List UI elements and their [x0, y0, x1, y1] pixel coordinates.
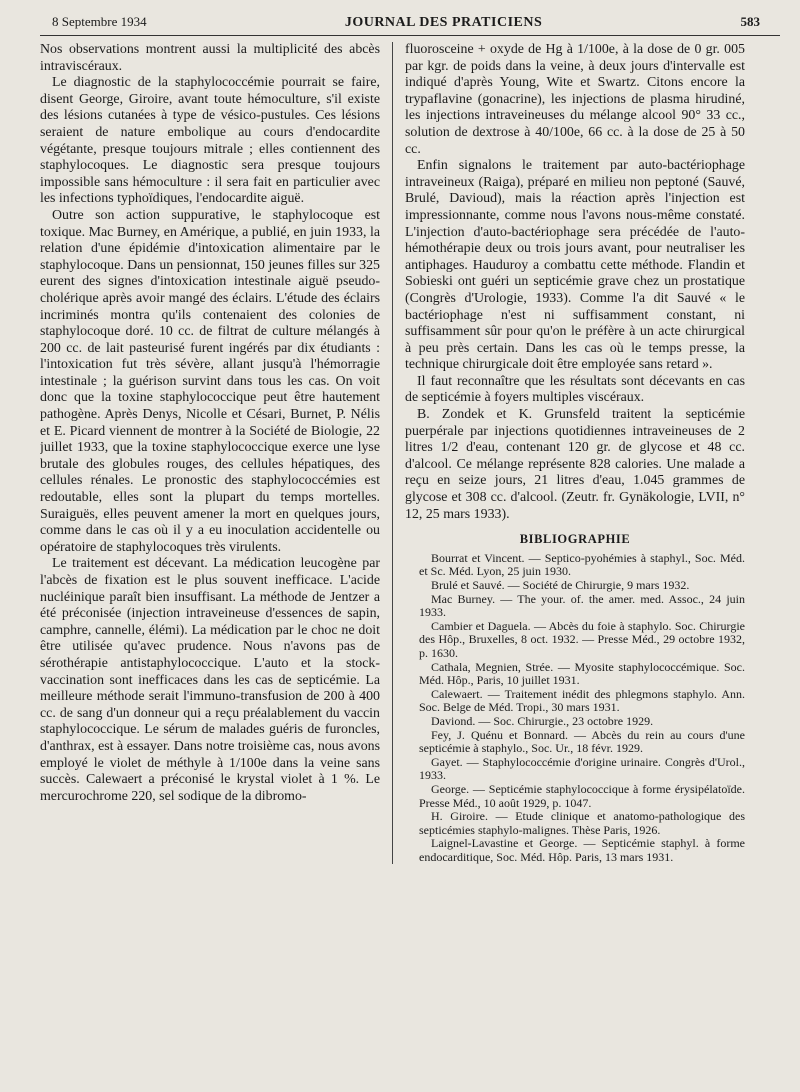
- column-divider: [392, 42, 393, 864]
- bibliography-entry: Cambier et Daguela. — Abcès du foie à staphylo. Soc. Chirurgie des Hôp., Bruxelles, 8 oct. 1932. — Presse Méd., 29 octobre 1932, p. 1630.: [419, 618, 745, 660]
- bibliography-entry: Fey, J. Quénu et Bonnard. — Abcès du rein au cours d'une septicémie à staphylo., Soc. Ur., 18 févr. 1929.: [419, 727, 745, 756]
- paragraph: Nos observations montrent aussi la multiplicité des abcès intraviscéraux.: [40, 42, 380, 74]
- left-column: [40, 42, 380, 864]
- bibliography-entry: Gayet. — Staphylococcémie d'origine urinaire. Congrès d'Urol., 1933.: [419, 754, 745, 783]
- bibliography-entry: Bourrat et Vincent. — Septico-pyohémies à staphyl., Soc. Méd. et Sc. Méd. Lyon, 25 juin 1930.: [419, 550, 745, 579]
- bibliography-entry: Cathala, Megnien, Strée. — Myosite staphylococcémique. Soc. Méd. Hôp., Paris, 10 juillet 1931.: [419, 659, 745, 688]
- paragraph: B. Zondek et K. Grunsfeld traitent la septicémie puerpérale par injections quotidiennes intraveineuses de 2 litres 1/2 d'eau, contenant 120 gr. de glycose et 48 cc. d'alcool. Ce mélange représente 828 calories. Une malade a reçu en seize jours, 21 litres d'eau, 1.045 grammes de glycose et 308 cc. d'alcool. (Zeutr. fr. Gynäkologie, LVII, n° 12, 25 mars 1933).: [405, 407, 745, 522]
- paragraph: Le diagnostic de la staphylococcémie pourrait se faire, disent George, Giroire, avant toute hémoculture, s'il existe des lésions cutanées à type de vésico-pustules. Ces lésions seraient de nature embolique au cours d'endocardite végétante, presque toujours mitrale ; elles contiennent des staphylocoques. Le diagnostic sera presque toujours impossible sans hémoculture : il sera fait en particulier avec les infections typhoïdiques, l'endocardite aiguë.: [40, 75, 380, 207]
- bibliography-entry: Laignel-Lavastine et George. — Septicémie staphyl. à forme endocarditique, Soc. Méd. Hôp. Paris, 13 mars 1931.: [419, 836, 745, 864]
- bibliography-entry: Calewaert. — Traitement inédit des phlegmons staphylo. Ann. Soc. Belge de Méd. Tropi., 30 mars 1931.: [419, 686, 745, 715]
- paragraph: Il faut reconnaître que les résultats sont décevants en cas de septicémie à foyers multiples viscéraux.: [405, 373, 745, 406]
- issue-date: 8 Septembre 1934: [52, 14, 147, 29]
- paragraph: Outre son action suppurative, le staphylocoque est toxique. Mac Burney, en Amérique, a publié, en juin 1933, la relation d'une épidémie d'intoxication alimentaire par le staphylocoque. Dans un pensionnat, 150 jeunes filles sur 325 eurent des signes d'intoxication intestinale aiguë pseudo-cholérique après avoir mangé des éclairs. L'étude des éclairs incriminés montra qu'ils contenaient des colonies de staphylocoque doré. 10 cc. de filtrat de culture mélangés à 200 cc. de lait pasteurisé furent ingérés par dix étudiants : l'intoxication fut très sévère, allant jusqu'à l'hémorragie intestinale ; la guérison survint dans tous les cas. On voit donc que la toxine staphylococcique peut être hautement pathogène. Après Denys, Nicolle et Césari, Burnet, P. Nélis et E. Picard viennent de montrer à la Société de Biologie, 22 juillet 1933, que la toxine staphylococcique exerce une lyse brutale des globules rouges, des cellules hépatiques, des cellules rénales. Le pronostic des staphylococcémies est redoutable, elles sont la plupart du temps mortelles. Suraiguës, elles peuvent amener la mort en quelques jours, comme dans le cas où il y a eu inoculation accidentelle ou opératoire de staphylocoques très virulents.: [40, 207, 380, 555]
- bibliography-entry: Daviond. — Soc. Chirurgie., 23 octobre 1929.: [431, 713, 654, 728]
- bibliography-entry: Brulé et Sauvé. — Société de Chirurgie, 9 mars 1932.: [431, 578, 690, 592]
- bibliography-entry: George. — Septicémie staphylococcique à forme érysipélatoïde. Presse Méd., 10 août 1929, p. 1047.: [419, 781, 745, 810]
- right-column: [405, 42, 745, 864]
- bibliography-entry: H. Giroire. — Etude clinique et anatomo-pathologique des septicémies staphylo-malignes. Thèse Paris, 1926.: [419, 809, 745, 837]
- bibliography-heading: BIBLIOGRAPHIE: [519, 532, 631, 547]
- journal-title: JOURNAL DES PRATICIENS: [344, 15, 543, 30]
- page-number: 583: [740, 14, 760, 29]
- two-column-body: [40, 42, 780, 864]
- paragraph: fluorosceine + oxyde de Hg à 1/100e, à la dose de 0 gr. 005 par kgr. de poids dans la veine, à deux jours d'intervalle est indiqué d'après Young, Wite et Swartz. Citons encore la trypaflavine (gonacrine), les injections de plasma hirudiné, les injections intraveineuses du mélange alcool 90° 33 cc., solution de dextrose à 40/100e, 66 cc. à la dose de 25 à 50 cc.: [405, 42, 745, 157]
- bibliography-entry: Mac Burney. — The your. of. the amer. med. Assoc., 24 juin 1933.: [419, 591, 745, 620]
- running-header: [40, 14, 780, 36]
- paragraph: Enfin signalons le traitement par auto-bactériophage intraveineux (Raiga), préparé en milieu non peptoné (Sauvé, Brulé, Davioud), mais la réaction après l'injection est impressionnante, comme nous l'avons nous-même constaté. L'injection d'auto-bactériophage sera précédée de l'auto-hémothérapie deux ou trois jours avant, pour neutraliser les antiphages. Hauduroy a combattu cette méthode. Flandin et Sobieski ont guéri un septicémie grave chez un prostatique (Congrès d'Urologie, 1933). Comme l'a dit Sauvé « le bactériophage n'est ni suffisamment constant, ni suffisamment sûr pour qu'on le préfère à un acte chirurgical à peu près certain. Dans les cas où le temps presse, la technique chirurgicale doit être employée sans retard ».: [405, 158, 745, 373]
- paragraph: Le traitement est décevant. La médication leucogène par l'abcès de fixation est le plus souvent inefficace. L'acide nucléinique paraît bien insuffisant. La méthode de Jentzer a été préconisée (injection intraveineuse d'essences de sapin, camphre, cannelle, élémi). La médication par le choc ne doit être utilisée qu'avec prudence. Nous n'avons pas de sérothérapie antistaphylococcique. L'auto et la stock-vaccination sont inefficaces dans les cas de septicémie. La meilleure méthode serait l'immuno-transfusion de 200 à 400 cc. de sang d'un donneur qui a reçu préalablement du vaccin staphylococcique. Le sérum de malades guéris de furoncles, d'anthrax, est à essayer. Dans notre troisième cas, nous avons employé le violet de méthyle à 1/100e dans la veine sans succès. Calewaert a préconisé le krystal violet à 1 %. Le mercurochrome 220, sel sodique de la dibromo-: [40, 556, 380, 804]
